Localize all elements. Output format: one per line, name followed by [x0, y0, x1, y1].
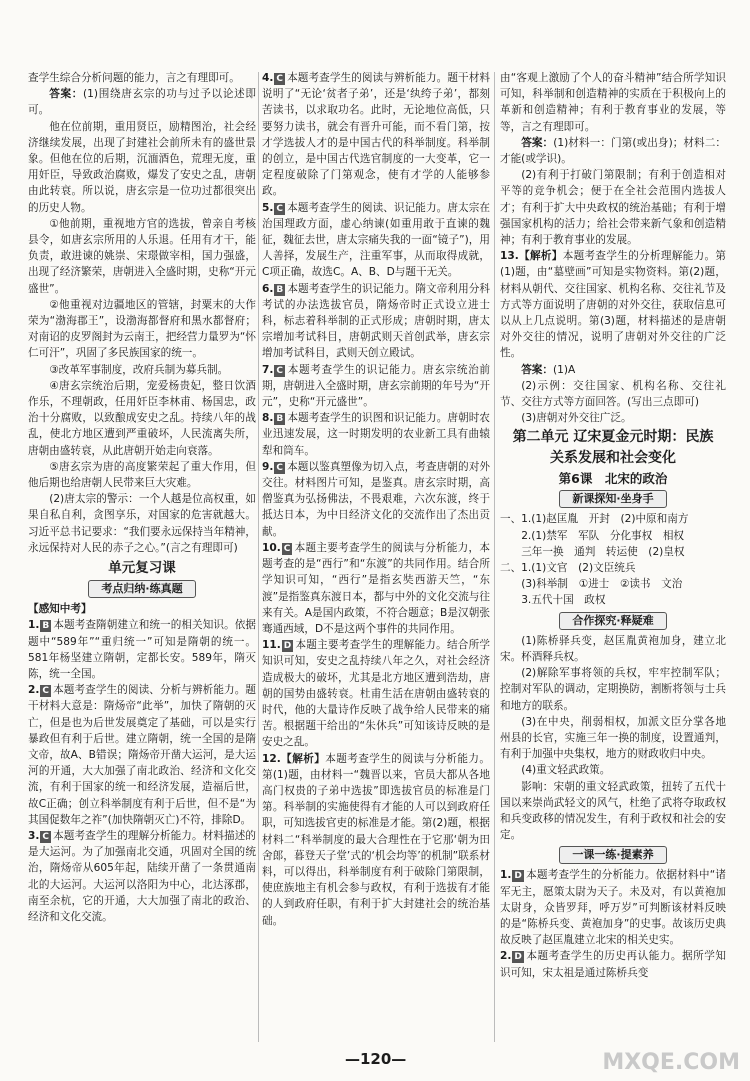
answer-badge: C: [42, 831, 50, 842]
section-header-label: 考点归纳·练真题: [88, 580, 195, 598]
answer-label: 答案：: [49, 88, 84, 101]
question-number: 8.: [262, 412, 274, 425]
paragraph: (4)重文轻武政策。: [521, 764, 611, 777]
paragraph: ②他重视对边疆地区的管辖，封粟末的大作荣为“渤海郡王”，设渤海都督府和黑水都督府；对南诏的皮罗阁封为云南王，把经营力量罗为“怀仁可汗”，巩固了多民族国家的统一。: [28, 298, 256, 360]
question-text: 本题考查学生的阅读、识记能力。唐太宗在治国理政方面，虚心纳谏(如重用敢于直谏的魏征，魏征去世，唐太宗痛失我的一面“镜子”)，用人善择，发展生产，注重军事，从而取得成就，C项正确，故选C。A、B、D与题干无关。: [262, 201, 490, 279]
question-item: [262, 200, 490, 281]
answer-badge: B: [276, 284, 284, 295]
question-number: 3.: [28, 829, 40, 842]
question-item: [262, 751, 490, 929]
question-text: 本题考查学生的分析理解能力。第(1)题，由“墓壁画”可知是实物资料。第(2)题，材料从朝代、交往国家、机构名称、交往礼节及方式等方面说明了唐朝的对外交往，获取信息可以从上几点说明。第(3)题，材料描述的是唐朝对外交往的情况，说明了唐朝对外交往的广泛性。: [500, 250, 726, 360]
answer-text: (1)材料一：门第(或出身)；材料二：才能(或学识)。: [500, 136, 726, 166]
question-item: [28, 682, 256, 828]
answer-label: 答案：: [521, 136, 554, 149]
question-item: [262, 70, 490, 200]
section-header: [500, 490, 726, 508]
section-header: [28, 580, 256, 598]
paragraph: 影响：宋朝的重文轻武政策，扭转了五代十国以来崇尚武轻文的风气，杜绝了武将夺取政权和兵变政移的情况发生，有利于政权和社会的安定。: [500, 780, 726, 842]
answer-badge: C: [276, 462, 284, 473]
section-header-label: 新课探知·坐身手: [559, 490, 666, 508]
answer-text: (1)围绕唐玄宗的功与过予以论述即可。: [28, 88, 256, 117]
answer-badge: D: [514, 871, 522, 882]
question-text: 本题考查学生的识记能力。隋文帝利用分科考试的办法选拔官员，隋炀帝时正式设立进士科，标志着科举制的正式形成；唐朝时期，唐太宗增加考试科目，唐朝武则天首创武举，唐玄宗增加考试科目，武则天创立殿试。: [262, 282, 490, 360]
paragraph: ①他前期，重视地方官的选拔，曾亲自考核县令，如唐玄宗所用的人乐退。任用有才干，能负责，敢进谏的姚崇、宋璟做宰相，国力强盛，出现了经济繁荣，唐朝进入全盛时期，史称“开元盛世”。: [28, 217, 256, 295]
question-item: [262, 410, 490, 459]
question-number: 5.: [262, 201, 274, 214]
answer-badge: C: [276, 203, 284, 214]
watermark-logo: MXQE.COM: [602, 1050, 740, 1075]
question-text: 本题考查学生的识记能力。唐玄宗统治前期，唐朝进入全盛时期，唐玄宗前期的年号为“开元”，史称“开元盛世”。: [262, 363, 490, 409]
answer-paragraph: [500, 362, 726, 378]
question-item: [500, 867, 726, 948]
section-header: [500, 846, 726, 864]
answer-text: (1)A: [552, 363, 576, 376]
question-number: 1.: [500, 869, 512, 882]
question-text: 本题考查学生的历史再认能力。据所学知识可知，宋太祖是通过陈桥兵变: [500, 950, 726, 979]
answer-badge: C: [283, 543, 291, 554]
column-divider: [258, 72, 259, 1042]
paragraph: 他在位前期，重用贤臣，励精图治，社会经济继续发展，出现了封建社会前所未有的盛世景象。但他在位的后期，沉湎酒色，荒理无度，重用奸臣，导致政治腐败，爆发了安史之乱，唐朝由此转衰。所以说，唐玄宗是一位功过都很突出的历史人物。: [28, 120, 256, 214]
paragraph: ④唐玄宗统治后期，宠爱杨贵妃，整日饮酒作乐，不理朝政，任用奸臣李林甫、杨国忠，政治十分腐败，以致酿成安史之乱。持续八年的战乱，使北方地区遭到严重破坏，人民流离失所，唐朝由盛转衰，从此唐朝开始走向衰落。: [28, 379, 256, 457]
list-item: 一、1.(1)赵匡胤 开封 (2)中原和南方: [500, 513, 689, 526]
question-number: 2.: [28, 684, 40, 697]
question-number: 13.【解析】: [500, 250, 563, 263]
paragraph: (3)唐朝对外交往广泛。: [521, 412, 632, 425]
question-text: 本题考查学生的识图和识记能力。唐朝时农业迅速发展，这一时期发明的农业新工具有曲辕犁和筒车。: [262, 412, 490, 457]
question-text: 本题考查学生的阅读与辨析能力。题干材料说明了“无论‘贫者子弟’，还是‘纨绔子弟’，都刻苦读书，以求取功名。此时，无论地位高低，只要努力读书，就会有晋升可能，而不看门第，按才学选拔人才的是中国古代的科举制度。科举制的创立，是中国古代选官制度的一大变革，它一定程度破除了门第观念，使有才学的人能够参政。: [262, 72, 490, 198]
question-text: 本题主要考查学生的理解能力。结合所学知识可知，安史之乱持续八年之久，对社会经济造成极大的破坏，尤其是北方地区遭到浩劫，唐朝的国势由盛转衰。杜甫生活在唐朝由盛转衰的时代，他的大量诗作反映了战争给人民带来的痛苦。根据题干给出的“朱休兵”可知该诗反映的是安史之乱。: [262, 639, 490, 749]
paragraph: ③改革军事制度，改府兵制为募兵制。: [49, 363, 229, 376]
question-item: [262, 637, 490, 750]
question-text: 本题考查学生的分析能力。依据材料中“诸军无主，愿策太尉为天子。未及对，有以黄袍加太尉身，众皆罗拜，呼万岁”可判断该材料反映的是“陈桥兵变、黄袍加身”的史事。故该历史典故反映了赵匡胤建立北宋的相关史实。: [500, 869, 726, 947]
list-item: (3)科举制 ①进士 ②读书 文治: [521, 578, 683, 591]
answer-badge: D: [283, 641, 292, 652]
page-number: —120—: [345, 1050, 407, 1068]
column-right: [500, 70, 726, 1050]
question-number: 4.: [262, 72, 274, 84]
subsection-label: 【感知中考】: [28, 603, 92, 616]
question-item: [28, 828, 256, 925]
answer-label: 答案：: [521, 363, 553, 376]
question-text: 本题以鉴真塑像为切入点，考查唐朝的对外交往。材料图片可知，是鉴真。唐玄宗时期，高僧鉴真为弘扬佛法，不畏艰难，六次东渡，终于抵达日本，为中日经济文化的交流作出了杰出贡献。: [262, 460, 490, 538]
paragraph: (2)唐太宗的警示：一个人越是位高权重，如果自私自利，贪图享乐，对国家的危害就越大。习近平总书记要求：“我们要永远保持当年精神，永远保持对人民的赤子之心。”(言之有理即可): [28, 493, 256, 554]
question-item: [262, 362, 490, 411]
section-header-label: 一课一练·提素养: [559, 846, 666, 864]
question-number: 2.: [500, 950, 512, 963]
answer-badge: B: [42, 621, 50, 632]
question-number: 7.: [262, 363, 274, 376]
question-item: [500, 248, 726, 361]
answer-badge: D: [514, 952, 522, 963]
column-middle: [262, 70, 490, 1050]
question-text: 本题考查学生的阅读、分析与辨析能力。题干材料大意是：隋炀帝“此举”，加快了隋朝的灭亡，但是也为后世发展奠定了基础，可以是实行暴政但有利于后世。建立隋朝，统一全国的是隋文帝，故A、B错误；隋炀帝开凿大运河，是大运河的开通，大大加强了南北政治、经济和文化交流，有利于国家的统一和经济发展，造福后世，故C正确；创立科举制度有利于后世，但不是“为其国促数年之祚”(加快隋朝灭亡)不符，排除D。: [28, 684, 256, 826]
question-item: [28, 617, 256, 682]
question-item: [262, 540, 490, 637]
question-text: 本题考查学生的阅读与分析能力。第(1)题，由材料一“魏晋以来，官员大都从各地高门权贵的子弟中选拔”即选拔官员的标准是门第。科举制的实施使得有才能的人可以到政府任职，可知选拔官吏的标准是才能。第(2)题，根据材料二“科举制度的最大合理性在于它那‘朝为田舍郎，暮登天子堂’式的‘机会均等’的机制”联系材料，可以得出，科举制度有利于破除门第限制，使庶族地主有机会参与政权，有利于选拔有才能的人到政府任职，有利于扩大封建社会的统治基础。: [262, 752, 490, 927]
list-item: 2.(1)禁军 军队 分化事权 相权: [521, 529, 685, 542]
answer-badge: C: [42, 686, 50, 697]
question-number: 10.: [262, 541, 281, 554]
list-item: 三年一换 通判 转运使 (2)皇权: [521, 545, 685, 558]
section-header-label: 合作探究·释疑难: [559, 612, 666, 630]
lesson-title: 第6课 北宋的政治: [558, 471, 668, 487]
list-item: 二、1.(1)文官 (2)文臣统兵: [500, 562, 636, 575]
column-divider: [494, 72, 495, 1042]
paragraph: 查学生综合分析问题的能力，言之有理即可。: [28, 72, 240, 84]
paragraph: (2)示例：交往国家、机构名称、交往礼节、交往方式等方面回答。(写出三点即可): [500, 379, 726, 409]
list-item: 3.五代十国 政权: [521, 594, 606, 607]
paragraph: (1)陈桥驿兵变，赵匡胤黄袍加身，建立北宋。杯酒释兵权。: [500, 634, 726, 663]
answer-paragraph: [500, 135, 726, 167]
paragraph: (3)在中央，削弱相权，加派文臣分掌各地州县的长官，实施三年一换的制度，设置通判，有利于加强中央集权，地方的财政收归中央。: [500, 715, 726, 761]
question-text: 本题考查隋朝建立和统一的相关知识。依据题中“589年”“重归统一”可知是隋朝的统一。581年杨坚建立隋朝，定都长安。589年，隋灭陈，统一全国。: [28, 619, 256, 680]
question-item: [262, 281, 490, 362]
unit-title-line2: 关系发展和社会变化: [550, 450, 676, 467]
answer-badge: C: [276, 365, 284, 376]
section-header: [500, 612, 726, 630]
answer-badge: B: [276, 414, 284, 425]
paragraph: ⑤唐玄宗为唐的高度繁荣起了重大作用，但他后期也给唐朝人民带来巨大灾难。: [28, 460, 256, 490]
paragraph: (2)有利于打破门第限制；有利于创造相对平等的竞争机会；便于在全社会范围内选拔人才；有利于扩大中央政权的统治基础；有利于增强国家机构的活力；给社会带来新气象和创造精神；有利于教育事业的发展。: [500, 169, 726, 247]
answer-badge: C: [276, 74, 284, 84]
question-item: [262, 459, 490, 540]
column-left: [28, 70, 256, 1050]
question-text: 本题主要考查学生的阅读与分析能力，本题考查的是“西行”和“东渡”的共同作用。结合所学知识可知，“西行”是指玄奘西游天竺，“东渡”是指鉴真东渡日本，都与中外的文化交流与往来有关。A是国内政策，不符合题意；B是汉朝张骞通西域，D不是这两个事件的共同作用。: [262, 541, 490, 635]
question-number: 6.: [262, 282, 274, 295]
question-text: 本题考查学生的理解分析能力。材料描述的是大运河。为了加强南北交通，巩固对全国的统治，隋炀帝从605年起，陆续开凿了一条贯通南北的大运河。大运河以洛阳为中心，北达涿郡，南至余杭，它的开通，大大加强了南北的政治、经济和文化交流。: [28, 829, 256, 923]
question-number: 1.: [28, 619, 40, 632]
paragraph: 由“客观上激励了个人的奋斗精神”结合所学知识可知，科举制和创造精神的实质在于积极向上的革新和创造精神；有利于教育事业的发展，等等，言之有理即可。: [500, 72, 726, 133]
unit-review-title: 单元复习课: [108, 560, 176, 577]
paragraph: (2)解除军事将领的兵权，牢牢控制军队；控制对军队的调动，定期换防，割断将领与士兵和地方的联系。: [500, 667, 726, 712]
question-item: [500, 948, 726, 980]
question-number: 11.: [262, 639, 281, 652]
answer-paragraph: [28, 86, 256, 118]
unit-title-line1: 第二单元 辽宋夏金元时期：民族: [512, 429, 714, 446]
question-number: 9.: [262, 460, 274, 473]
question-number: 12.【解析】: [262, 752, 326, 765]
